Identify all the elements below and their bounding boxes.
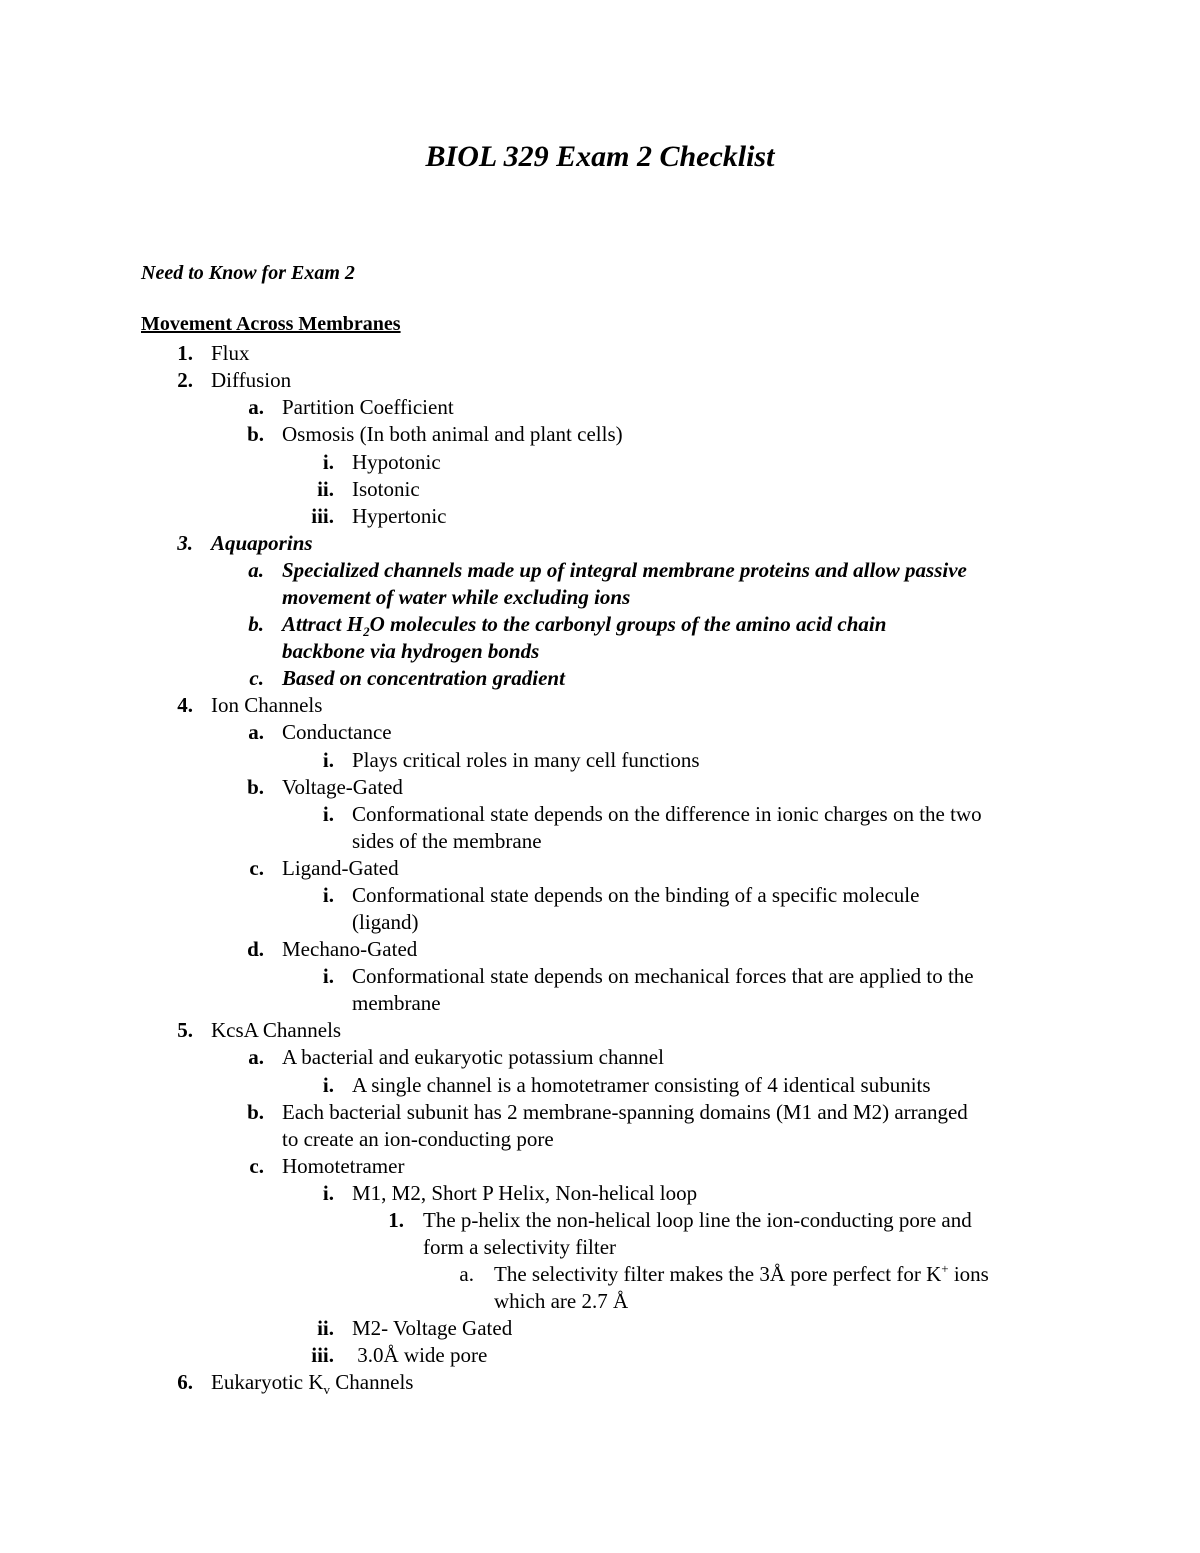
page-subtitle: Need to Know for Exam 2 xyxy=(141,262,355,284)
document-page: BIOL 329 Exam 2 Checklist Need to Know for Exam 2 Movement Across Membranes 1. Flux 2. Diffusion a. Partition Coefficient b. Osmosis (In both animal and plant cells) i. Hypotonic ii. Isotonic iii. Hypertonic 3. Aquaporins a. Specialized channels made up of integral membrane proteins and allow passive movement of water while excluding ions b. Attract $H_2O$ molecules to the carbonyl groups of the amino acid chain backbone via hydrogen bonds c. Based on concentration gradient 4. Ion Channels a. Conductance i. Plays critical roles in many cell functions b. Voltage-Gated i. Conformational state depends on the difference in ionic charges on the two sides of the membrane c. Ligand-Gated i. Conformational state depends on the binding of a specific molecule (ligand) d. Mechano-Gated i. Conformational state depends on mechanical forces that are applied to the membrane 5. KcsA Channels a. A bacterial and eukaryotic potassium channel i. A single channel is a homotetramer consisting of 4 identical subunits b. Each bacterial subunit has 2 membrane-spanning domains (M1 and M2) arranged to create an ion-conducting pore c. Homotetramer i. M1, M2, Short P Helix, Non-helical loop 1. The p-helix the non-helical loop line the ion-conducting pore and form a selectivity filter a. The selectivity filter makes the 3Å pore perfect for K+ ions which are 2.7 Å ii. M2- Voltage Gated iii. 3.0Å wide pore 6. Eukaryotic $K_v$ Channels xyxy=(0,0,1200,1553)
section-heading: Movement Across Membranes xyxy=(141,313,401,335)
page-title: BIOL 329 Exam 2 Checklist xyxy=(425,140,775,173)
